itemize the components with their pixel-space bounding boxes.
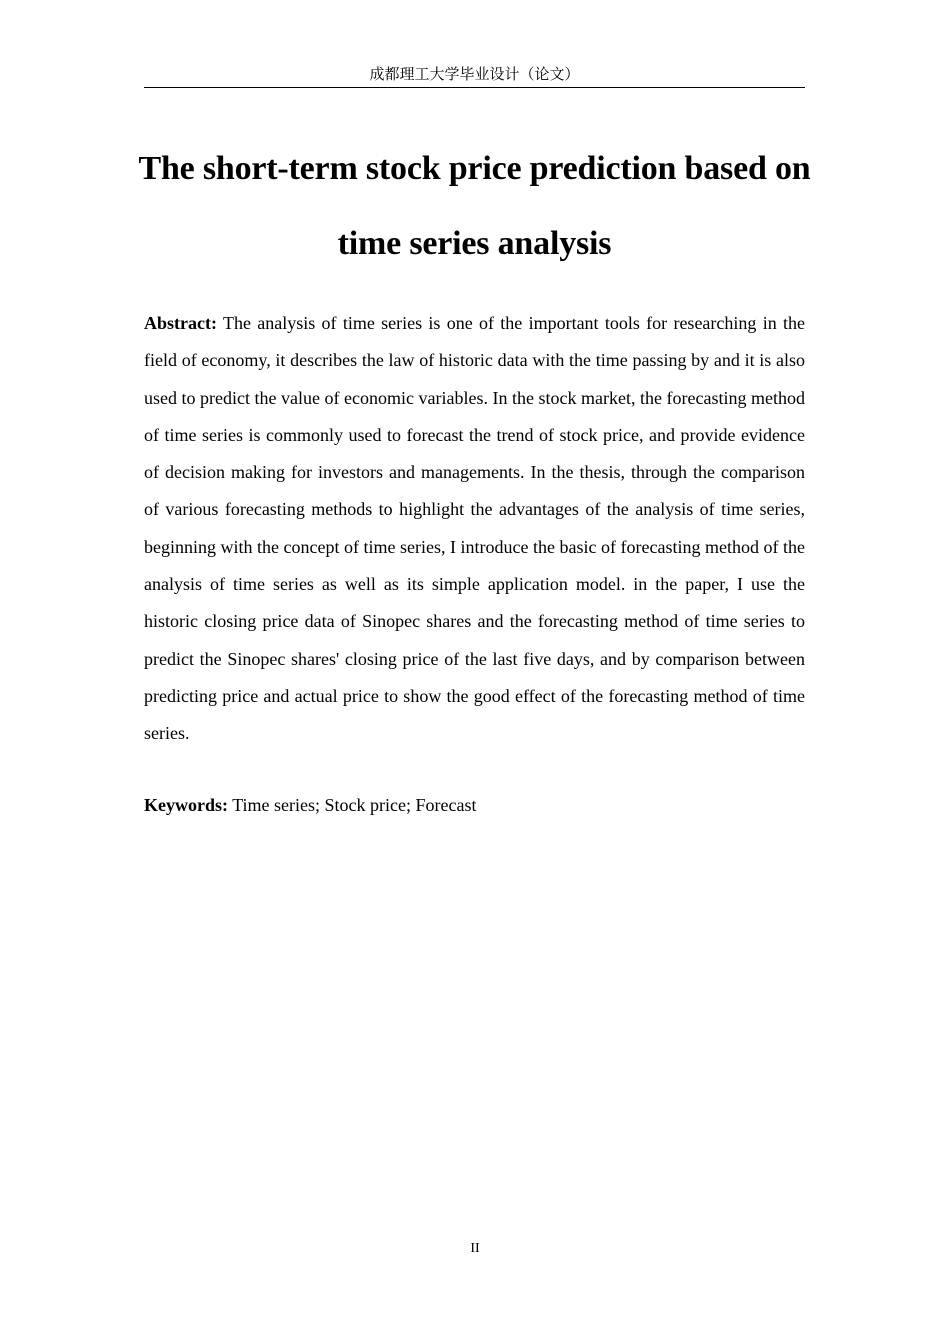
abstract-text: The analysis of time series is one of the important tools for researching in the field of economy, it describes the law of historic data with the time passing by and it is also used to predict the value of economic variables. In the stock market, the forecasting method of time series is commonly used to forecast the trend of stock price, and provide evidence of decision making for investors and managements. In the thesis, through the comparison of various forecasting methods to highlight the advantages of the analysis of time series, beginning with the concept of time series, I introduce the basic of forecasting method of the analysis of time series as well as its simple application model. in the paper, I use the historic closing price data of Sinopec shares and the forecasting method of time series to predict the Sinopec shares' closing price of the last five days, and by comparison between predicting price and actual price to show the good effect of the forecasting method of time series. (144, 313, 805, 744)
page-number: II (470, 1241, 480, 1256)
paper-title: The short-term stock price prediction based on time series analysis (138, 150, 811, 262)
abstract-paragraph (144, 305, 805, 753)
abstract-label: Abstract: (144, 313, 217, 333)
keywords-label: Keywords: (144, 795, 228, 815)
header-text: 成都理工大学毕业设计（论文） (369, 65, 580, 83)
page-header (144, 64, 805, 88)
keywords-text: Time series; Stock price; Forecast (232, 795, 477, 815)
keywords-paragraph (144, 787, 805, 824)
